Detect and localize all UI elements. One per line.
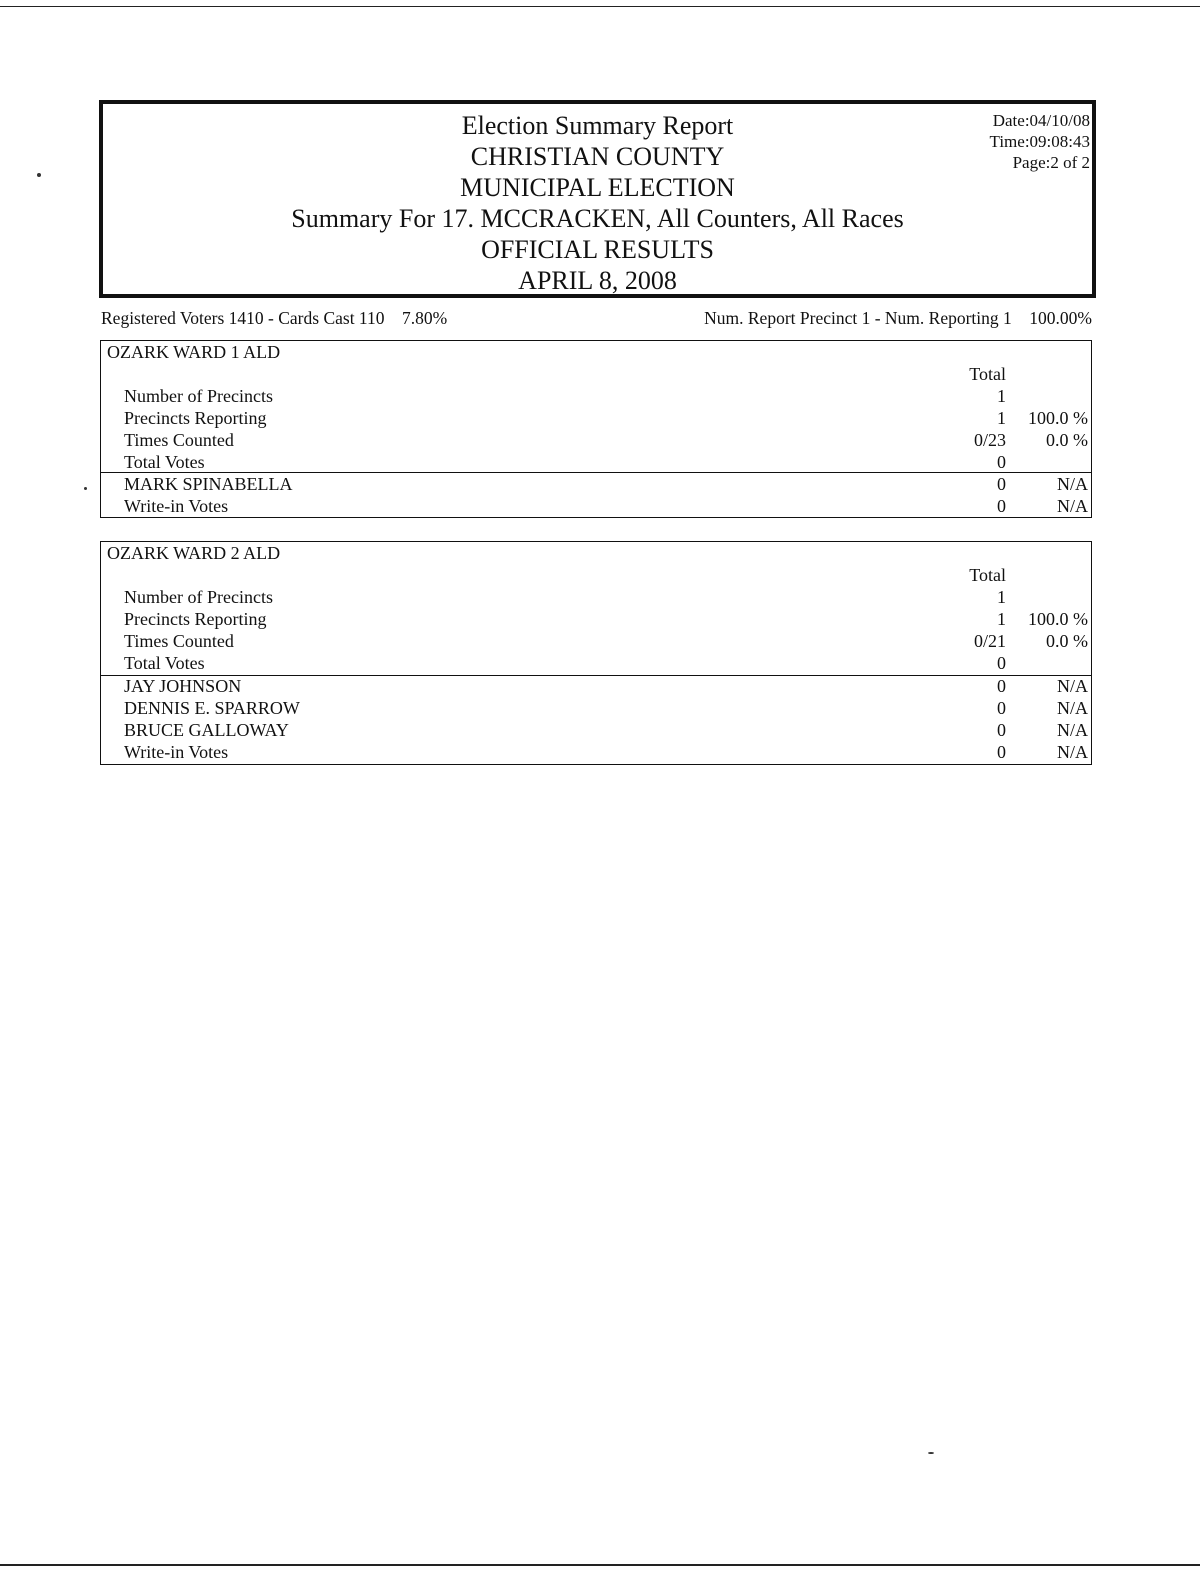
report-time: Time:09:08:43 [989,132,1090,151]
stat-value: 1 [997,609,1006,629]
candidate-row [101,742,1091,764]
report-date: Date:04/10/08 [992,111,1090,130]
stat-label: Number of Precincts [124,386,273,406]
candidate-row [101,474,1091,496]
election-name: MUNICIPAL ELECTION [460,173,735,202]
stat-value: 0 [997,653,1006,673]
candidate-name: Write-in Votes [124,742,229,762]
stat-percent: 0.0 % [1046,430,1088,450]
stat-value: 0/21 [973,631,1006,651]
race-title: OZARK WARD 1 ALD [107,342,281,362]
summary-scope: Summary For 17. MCCRACKEN, All Counters, All Races [291,204,904,233]
race-title: OZARK WARD 2 ALD [107,543,281,563]
candidate-percent: N/A [1057,474,1088,494]
scan-speck [37,173,41,177]
county-name: CHRISTIAN COUNTY [470,142,725,171]
race-table [100,541,1092,765]
stat-label: Times Counted [124,430,234,450]
candidate-name: BRUCE GALLOWAY [124,720,289,740]
candidate-votes: 0 [997,676,1006,696]
scan-bottom-edge-line [0,1564,1200,1566]
report-meta [990,110,1090,173]
candidate-row [101,720,1091,742]
candidate-name: JAY JOHNSON [124,676,242,696]
candidate-votes: 0 [997,720,1006,740]
candidate-votes: 0 [997,698,1006,718]
report-title-block [103,110,1092,296]
candidate-percent: N/A [1057,720,1088,740]
stat-row [101,430,1091,452]
candidate-votes: 0 [997,496,1006,516]
stat-percent: 100.0 % [1028,609,1088,629]
registered-voters-summary: Registered Voters 1410 - Cards Cast 110 7.80% [101,308,448,328]
stat-row [101,631,1091,653]
stat-label: Total Votes [124,452,205,472]
scan-speck [928,1452,934,1454]
stat-label: Precincts Reporting [124,408,267,428]
stat-value: 0 [997,452,1006,472]
stat-label: Number of Precincts [124,587,273,607]
report-header-box [99,100,1096,298]
stat-value: 1 [997,408,1006,428]
scan-top-edge-line [0,6,1200,7]
stat-value: 1 [997,587,1006,607]
stat-label: Times Counted [124,631,234,651]
stat-row [101,653,1091,675]
stat-row [101,609,1091,631]
table-divider [101,472,1091,473]
candidate-name: Write-in Votes [124,496,229,516]
stat-label: Total Votes [124,653,205,673]
candidate-name: DENNIS E. SPARROW [124,698,300,718]
stat-value: 0/23 [973,430,1006,450]
stat-row [101,587,1091,609]
candidate-row [101,496,1091,518]
stat-percent: 100.0 % [1028,408,1088,428]
candidate-votes: 0 [997,742,1006,762]
stat-row [101,452,1091,474]
results-status: OFFICIAL RESULTS [481,235,714,264]
candidate-percent: N/A [1057,742,1088,762]
precinct-reporting-summary: Num. Report Precinct 1 - Num. Reporting 1 100.00% [704,308,1092,328]
stat-percent: 0.0 % [1046,631,1088,651]
candidate-percent: N/A [1057,698,1088,718]
candidate-percent: N/A [1057,496,1088,516]
candidate-name: MARK SPINABELLA [124,474,293,494]
stat-row [101,386,1091,408]
election-date: APRIL 8, 2008 [518,266,677,295]
candidate-percent: N/A [1057,676,1088,696]
total-column-header: Total [969,364,1006,384]
stat-row [101,408,1091,430]
scan-speck [84,487,87,490]
stat-label: Precincts Reporting [124,609,267,629]
candidate-row [101,676,1091,698]
total-column-header: Total [969,565,1006,585]
race-table [100,340,1092,518]
candidate-row [101,698,1091,720]
candidate-votes: 0 [997,474,1006,494]
report-title: Election Summary Report [461,111,734,140]
stat-value: 1 [997,386,1006,406]
report-page: Page:2 of 2 [1012,153,1090,172]
